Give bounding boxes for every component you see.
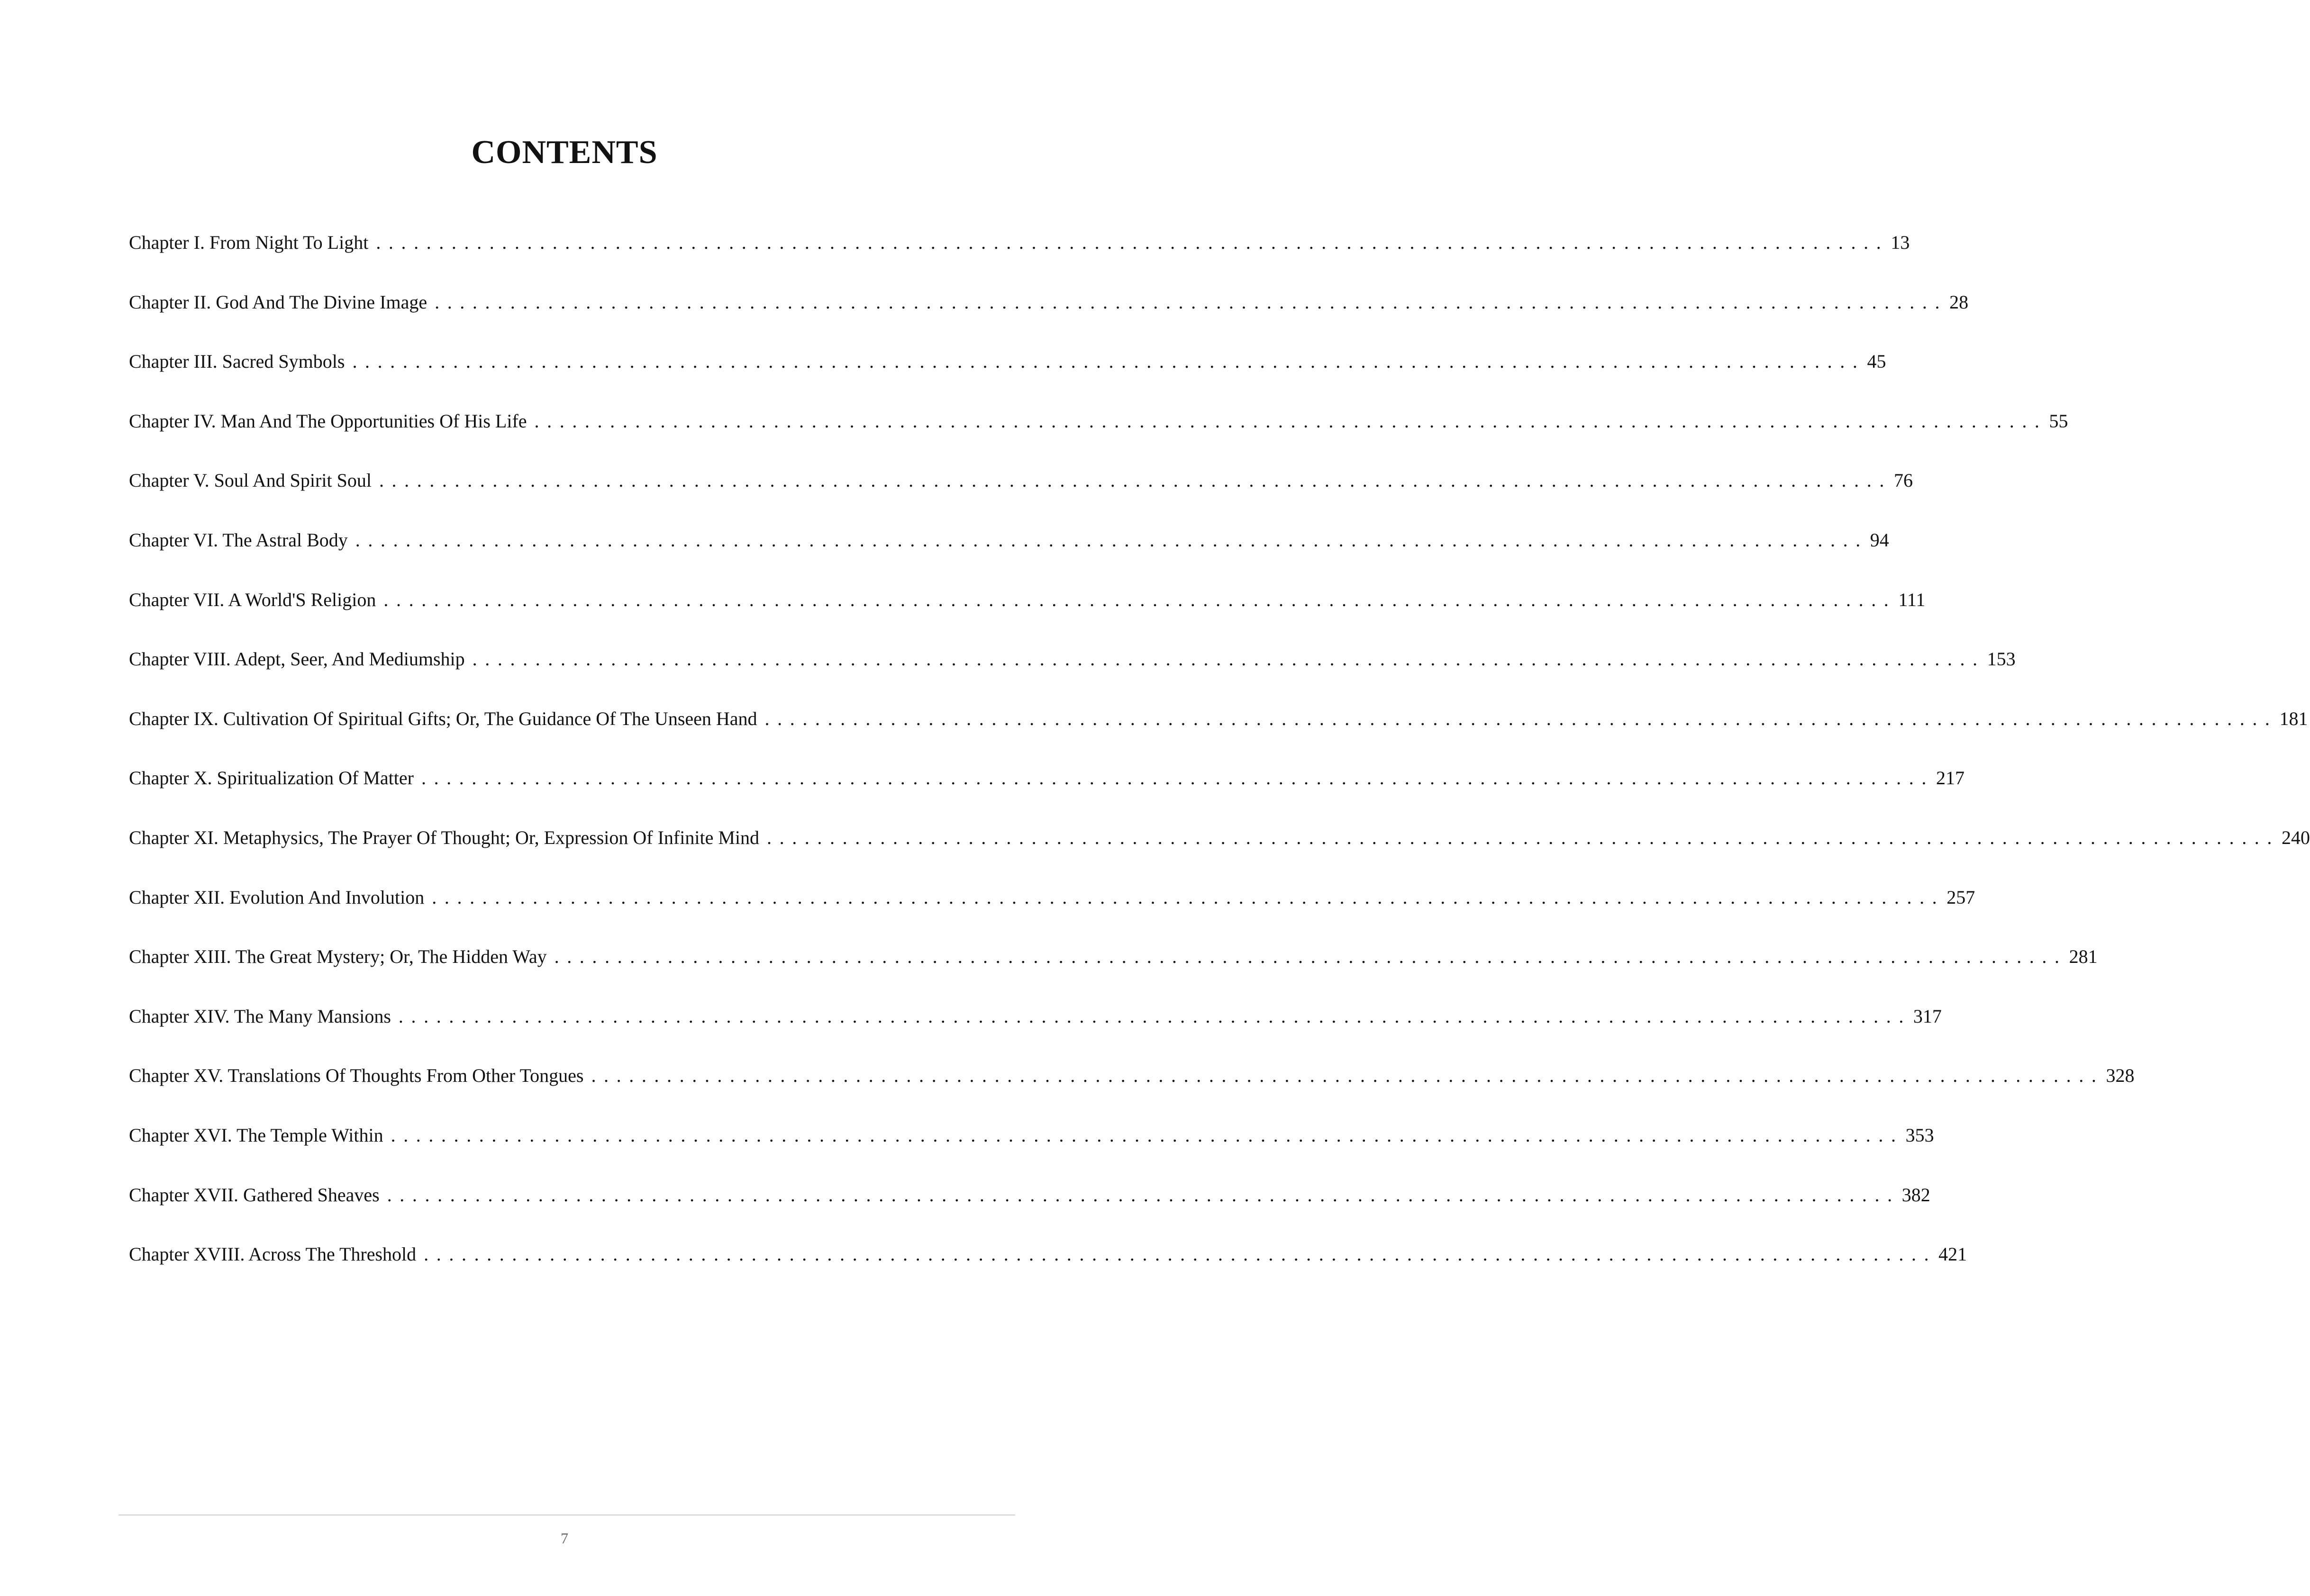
toc-entry-title: Chapter XII. Evolution And Involution [129, 886, 425, 908]
toc-entry-title: Chapter XV. Translations Of Thoughts From Other Tongues [129, 1065, 584, 1087]
dot-leader: ........................................................................................................................ [383, 589, 1897, 610]
dot-leader: ........................................................................................................................ [398, 1005, 1911, 1027]
toc-entry-title: Chapter XIII. The Great Mystery; Or, The Hidden Way [129, 946, 547, 968]
toc-entry-page: 281 [2069, 946, 2098, 968]
toc-entry-page: 240 [2282, 826, 2310, 848]
toc-entry-title: Chapter V. Soul And Spirit Soul [129, 470, 372, 491]
toc-entry-page: 55 [2049, 410, 2068, 432]
toc-entry-page: 328 [2106, 1065, 2135, 1087]
toc-entry-page: 94 [1870, 529, 1889, 551]
toc-entry-page: 181 [2279, 707, 2308, 729]
toc-entry-page: 353 [1905, 1124, 1934, 1146]
toc-entry[interactable] [129, 757, 1964, 817]
dot-leader: ........................................................................................................................ [421, 767, 1934, 789]
toc-entry[interactable] [129, 341, 1886, 400]
toc-entry-page: 421 [1938, 1243, 1967, 1265]
dot-leader: ........................................................................................................................ [391, 1124, 1904, 1146]
toc-entry-title: Chapter XVI. The Temple Within [129, 1124, 383, 1146]
toc-entry-page: 153 [1987, 648, 2016, 670]
toc-entry[interactable] [129, 1115, 1934, 1174]
toc-entry[interactable] [129, 222, 1910, 281]
footer-divider [118, 1514, 1015, 1515]
page-number: 7 [561, 1530, 568, 1547]
toc-entry[interactable] [129, 877, 1975, 936]
toc-entry[interactable] [129, 281, 1969, 341]
toc-entry-page: 111 [1898, 589, 1926, 610]
dot-leader: ........................................................................................................................ [424, 1243, 1937, 1265]
toc-entry[interactable] [129, 460, 1913, 519]
toc-entry-title: Chapter VIII. Adept, Seer, And Mediumship [129, 648, 465, 670]
dot-leader: ........................................................................................................................ [764, 707, 2278, 729]
toc-entry[interactable] [129, 1174, 1930, 1234]
dot-leader: ........................................................................................................................ [767, 826, 2280, 848]
toc-entry[interactable] [129, 698, 2308, 758]
toc-entry-title: Chapter I. From Night To Light [129, 232, 369, 253]
toc-entry[interactable] [129, 519, 1889, 579]
dot-leader: ........................................................................................................................ [591, 1065, 2104, 1087]
dot-leader: ........................................................................................................................ [432, 886, 1945, 908]
dot-leader: ........................................................................................................................ [554, 946, 2067, 968]
toc-entry-title: Chapter XIV. The Many Mansions [129, 1005, 391, 1027]
toc-entry-page: 257 [1946, 886, 1975, 908]
dot-leader: ........................................................................................................................ [352, 351, 1865, 372]
toc-entry[interactable] [129, 1055, 2135, 1115]
toc-entry-page: 317 [1913, 1005, 1942, 1027]
toc-entry-page: 28 [1949, 291, 1969, 313]
table-of-contents [129, 222, 2310, 1293]
toc-entry-title: Chapter III. Sacred Symbols [129, 351, 345, 372]
toc-entry[interactable] [129, 638, 2016, 698]
toc-entry-page: 45 [1867, 351, 1886, 372]
toc-entry-title: Chapter VI. The Astral Body [129, 529, 348, 551]
toc-entry-page: 13 [1891, 232, 1910, 253]
toc-entry-title: Chapter X. Spiritualization Of Matter [129, 767, 414, 789]
toc-entry-title: Chapter VII. A World'S Religion [129, 589, 376, 610]
toc-entry[interactable] [129, 936, 2098, 996]
toc-entry-page: 76 [1893, 470, 1913, 491]
dot-leader: ........................................................................................................................ [534, 410, 2047, 432]
toc-entry[interactable] [129, 579, 1926, 639]
toc-entry-page: 382 [1901, 1184, 1930, 1206]
dot-leader: ........................................................................................................................ [472, 648, 1985, 670]
page-title: CONTENTS [471, 134, 658, 171]
toc-entry-title: Chapter II. God And The Divine Image [129, 291, 427, 313]
toc-entry-page: 217 [1936, 767, 1964, 789]
toc-entry[interactable] [129, 400, 2068, 460]
toc-entry-title: Chapter XI. Metaphysics, The Prayer Of Thought; Or, Expression Of Infinite Mind [129, 826, 759, 848]
toc-entry[interactable] [129, 817, 2310, 877]
toc-entry-title: Chapter IV. Man And The Opportunities Of His Life [129, 410, 527, 432]
toc-entry[interactable] [129, 1233, 1967, 1293]
toc-entry-title: Chapter IX. Cultivation Of Spiritual Gifts; Or, The Guidance Of The Unseen Hand [129, 707, 757, 729]
dot-leader: ........................................................................................................................ [387, 1184, 1900, 1206]
dot-leader: ........................................................................................................................ [435, 291, 1948, 313]
toc-entry[interactable] [129, 996, 1942, 1055]
toc-entry-title: Chapter XVIII. Across The Threshold [129, 1243, 417, 1265]
dot-leader: ........................................................................................................................ [379, 470, 1892, 491]
toc-entry-title: Chapter XVII. Gathered Sheaves [129, 1184, 380, 1206]
dot-leader: ........................................................................................................................ [376, 232, 1889, 253]
dot-leader: ........................................................................................................................ [355, 529, 1868, 551]
